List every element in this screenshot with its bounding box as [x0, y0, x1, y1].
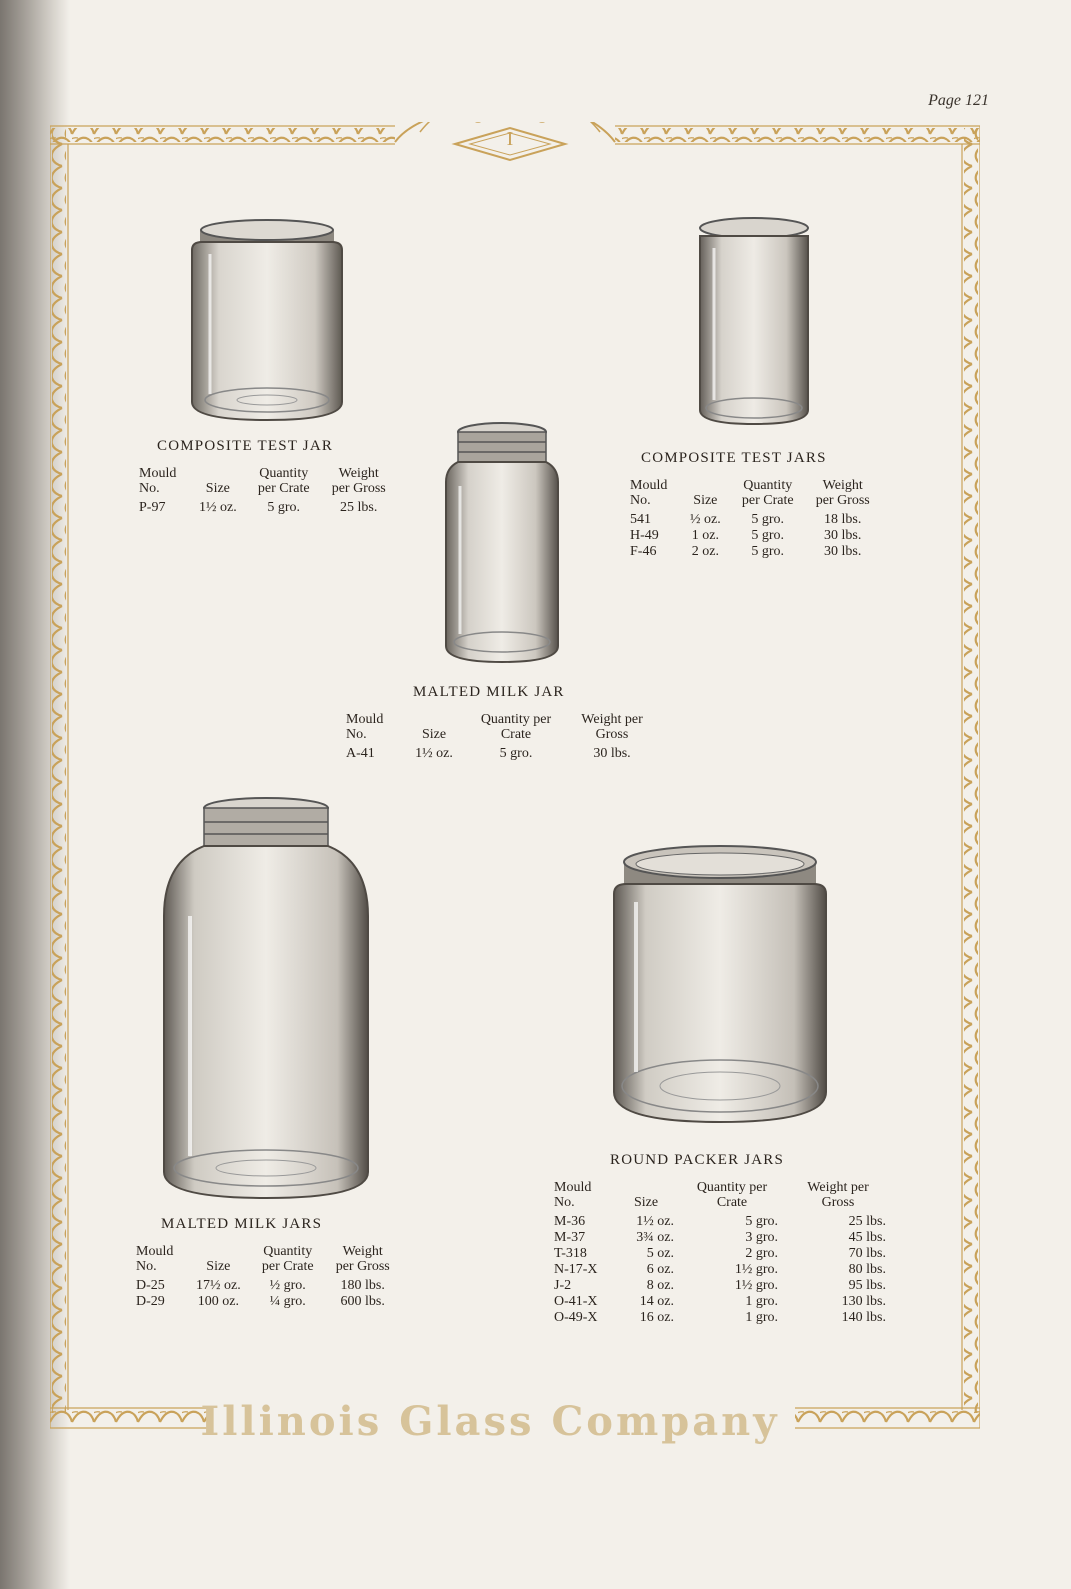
- table-row: A-41 1½ oz. 5 gro. 30 lbs.: [346, 746, 631, 761]
- header-mould: Mould No.: [346, 712, 384, 742]
- table-row: O-41-X 14 oz. 1 gro. 130 lbs.: [554, 1294, 886, 1309]
- spec-table-composite-test-jar: [133, 466, 393, 516]
- spec-table-malted-milk-jar: [340, 712, 660, 762]
- table-row: O-49-X 16 oz. 1 gro. 140 lbs.: [554, 1310, 886, 1325]
- spec-table-round-packer-jars: [548, 1180, 892, 1326]
- header-mould: Mould No.: [139, 466, 177, 496]
- page-number: Page 121: [928, 92, 989, 109]
- header-weight: Weight per Gross: [807, 1180, 869, 1210]
- header-mould: Mould No.: [554, 1180, 592, 1210]
- header-mould: Mould No.: [630, 478, 668, 508]
- header-quantity: Quantity per Crate: [257, 466, 310, 496]
- header-quantity: Quantity per Crate: [696, 1180, 768, 1210]
- table-row: M-37 3¾ oz. 3 gro. 45 lbs.: [554, 1230, 886, 1245]
- table-row: T-318 5 oz. 2 gro. 70 lbs.: [554, 1246, 886, 1261]
- malted-milk-jars-image: [160, 796, 372, 1202]
- header-weight: Weight per Gross: [331, 466, 386, 496]
- header-size: Size: [693, 493, 718, 508]
- malted-milk-jar-image: [442, 420, 562, 666]
- product-title: MALTED MILK JARS: [161, 1216, 323, 1232]
- table-row: D-25 17½ oz. ½ gro. 180 lbs.: [136, 1278, 385, 1293]
- table-row: P-97 1½ oz. 5 gro. 25 lbs.: [139, 500, 378, 515]
- table-row: N-17-X 6 oz. 1½ gro. 80 lbs.: [554, 1262, 886, 1277]
- table-row: H-49 1 oz. 5 gro. 30 lbs.: [630, 528, 862, 543]
- header-quantity: Quantity per Crate: [261, 1244, 314, 1274]
- product-title: MALTED MILK JAR: [413, 684, 565, 700]
- header-size: Size: [205, 481, 230, 496]
- product-title: ROUND PACKER JARS: [610, 1152, 785, 1168]
- header-quantity: Quantity per Crate: [741, 478, 794, 508]
- header-size: Size: [633, 1195, 659, 1210]
- footer-company-name: Illinois Glass Company: [200, 1398, 780, 1445]
- header-weight: Weight per Gross: [581, 712, 643, 742]
- spec-table-malted-milk-jars: [130, 1244, 397, 1310]
- table-row: M-36 1½ oz. 5 gro. 25 lbs.: [554, 1214, 886, 1229]
- header-mould: Mould No.: [136, 1244, 174, 1274]
- product-title: COMPOSITE TEST JAR: [157, 438, 334, 454]
- table-row: 541 ½ oz. 5 gro. 18 lbs.: [630, 512, 862, 527]
- header-weight: Weight per Gross: [335, 1244, 390, 1274]
- table-row: F-46 2 oz. 5 gro. 30 lbs.: [630, 544, 862, 559]
- crest-letter: I: [506, 128, 514, 150]
- header-quantity: Quantity per Crate: [480, 712, 552, 742]
- header-weight: Weight per Gross: [815, 478, 870, 508]
- product-title: COMPOSITE TEST JARS: [641, 450, 827, 466]
- round-packer-jars-image: [610, 842, 830, 1126]
- table-row: D-29 100 oz. ¼ gro. 600 lbs.: [136, 1294, 385, 1309]
- composite-test-jar-image: [188, 214, 346, 426]
- header-size: Size: [421, 727, 447, 742]
- table-row: J-2 8 oz. 1½ gro. 95 lbs.: [554, 1278, 886, 1293]
- spec-table-composite-test-jars: [624, 478, 877, 560]
- composite-test-jars-image: [694, 214, 814, 428]
- header-size: Size: [206, 1259, 231, 1274]
